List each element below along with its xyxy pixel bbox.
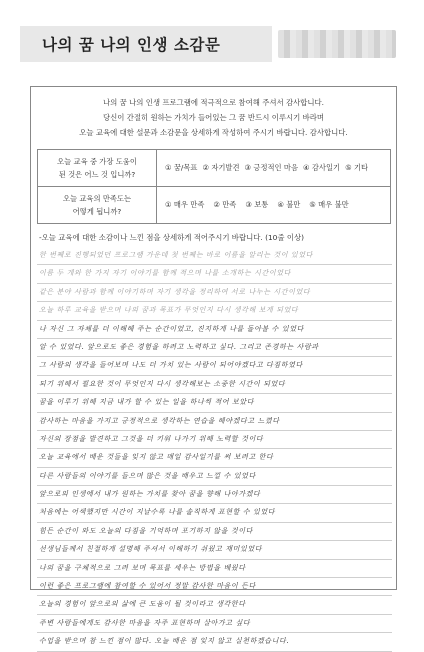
handwritten-line: 같은 분야 사람과 함께 이야기하며 자기 생각을 정리하여 서로 나누는 시간이었다 xyxy=(37,284,392,302)
handwritten-line: 오늘 하루 교육을 받으며 나의 꿈과 목표가 무엇인지 다시 생각해 보게 되었다 xyxy=(37,302,392,320)
option-dissatisfied[interactable]: ④ 불만 xyxy=(277,200,301,209)
handwritten-line: 다른 사람들의 이야기를 들으며 많은 것을 배우고 느낄 수 있었다 xyxy=(37,468,392,486)
question-cell xyxy=(38,187,157,224)
intro-line: 오늘 교육에 대한 설문과 소감문을 상세하게 작성하여 주시기 바랍니다. 감사합니다. xyxy=(79,128,348,137)
intro-line: 당신이 간절히 원하는 가치가 들어있는 그 꿈 반드시 이루시기 바라며 xyxy=(102,113,325,122)
title-bar xyxy=(20,26,272,62)
question-cell xyxy=(38,150,157,187)
handwritten-line: 선생님들께서 친절하게 설명해 주셔서 이해하기 쉬웠고 재미있었다 xyxy=(37,541,392,559)
options-cell xyxy=(157,150,391,187)
handwritten-line: 앞으로의 인생에서 내가 원하는 가치를 찾아 꿈을 향해 나아가겠다 xyxy=(37,486,392,504)
handwritten-line: 나의 꿈을 구체적으로 그려 보며 목표를 세우는 방법을 배웠다 xyxy=(37,560,392,578)
handwritten-line: 이런 좋은 프로그램에 참여할 수 있어서 정말 감사한 마음이 든다 xyxy=(37,578,392,596)
survey-table xyxy=(37,149,391,224)
option-very-dissatisfied[interactable]: ⑤ 매우 불만 xyxy=(309,200,349,209)
handwritten-line: 오늘 교육에서 배운 것들을 잊지 않고 매일 감사일기를 써 보려고 한다 xyxy=(37,449,392,467)
handwritten-line: 한 번째로 진행되었던 프로그램 가운데 첫 번째는 바로 이름을 알리는 것이 있었다 xyxy=(37,247,392,265)
survey-frame xyxy=(30,86,397,646)
question-text: 어떻게 됩니까? xyxy=(72,207,122,216)
option-neutral[interactable]: ③ 보통 xyxy=(245,200,269,209)
option-gratitude-diary[interactable]: ④ 감사일기 xyxy=(303,163,341,172)
handwritten-line: 되기 위해서 필요한 것이 무엇인지 다시 생각해보는 소중한 시간이 되었다 xyxy=(37,376,392,394)
handwritten-line: 나 자신 그 자체를 더 이해해 주는 순간이었고, 진지하게 나를 돌아볼 수 있었다 xyxy=(37,321,392,339)
page-title: 나의 꿈 나의 인생 소감문 xyxy=(42,36,221,54)
intro-text xyxy=(31,95,396,140)
handwritten-line: 자신의 장점을 발견하고 그것을 더 키워 나가기 위해 노력할 것이다 xyxy=(37,431,392,449)
question-row xyxy=(38,187,391,224)
handwritten-line: 처음에는 어색했지만 시간이 지날수록 나를 솔직하게 표현할 수 있었다 xyxy=(37,504,392,522)
free-response-heading: -오늘 교육에 대한 소감이나 느낀 점을 상세하게 적어주시기 바랍니다. (10줄 이상) xyxy=(39,233,305,242)
handwritten-line: 알 수 있었다. 앞으로도 좋은 경험을 하려고 노력하고 싶다. 그리고 존경하는 사람과 xyxy=(37,339,392,357)
option-satisfied[interactable]: ② 만족 xyxy=(213,200,237,209)
handwritten-line: 이름 두 개와 한 가지 자기 이야기를 함께 적으며 나를 소개하는 시간이었다 xyxy=(37,265,392,283)
handwritten-line: 꿈을 이루기 위해 지금 내가 할 수 있는 일을 하나씩 적어 보았다 xyxy=(37,394,392,412)
question-text: 오늘 교육의 만족도는 xyxy=(62,194,132,203)
redacted-name-block xyxy=(278,30,396,58)
option-positive-mind[interactable]: ③ 긍정적인 마음 xyxy=(244,163,299,172)
handwritten-line: 그 사람의 생각을 들어보며 나도 더 가치 있는 사람이 되어야겠다고 다짐하였다 xyxy=(37,357,392,375)
handwritten-line: 오늘의 경험이 앞으로의 삶에 큰 도움이 될 것이라고 생각한다 xyxy=(37,596,392,614)
question-row xyxy=(38,150,391,187)
question-text: 된 것은 어느 것 입니까? xyxy=(58,170,136,179)
intro-line: 나의 꿈 나의 인생 프로그램에 적극적으로 참여해 주셔서 감사합니다. xyxy=(102,98,325,107)
handwritten-line: 힘든 순간이 와도 오늘의 다짐을 기억하며 포기하지 않을 것이다 xyxy=(37,523,392,541)
option-self-discovery[interactable]: ② 자기발견 xyxy=(202,163,240,172)
handwritten-line: 감사하는 마음을 가지고 긍정적으로 생각하는 연습을 해야겠다고 느꼈다 xyxy=(37,413,392,431)
handwritten-line: 수업을 받으며 참 느낀 점이 많다. 오늘 배운 점 잊지 않고 실천하겠습니다. xyxy=(37,633,392,651)
handwritten-response xyxy=(37,247,392,652)
option-dream-goal[interactable]: ① 꿈/목표 xyxy=(165,163,198,172)
question-text: 오늘 교육 중 가장 도움이 xyxy=(57,157,137,166)
options-cell xyxy=(157,187,391,224)
handwritten-line: 주변 사람들에게도 감사한 마음을 자주 표현하며 살아가고 싶다 xyxy=(37,615,392,633)
option-other[interactable]: ⑤ 기타 xyxy=(345,163,369,172)
option-very-satisfied[interactable]: ① 매우 만족 xyxy=(165,200,205,209)
